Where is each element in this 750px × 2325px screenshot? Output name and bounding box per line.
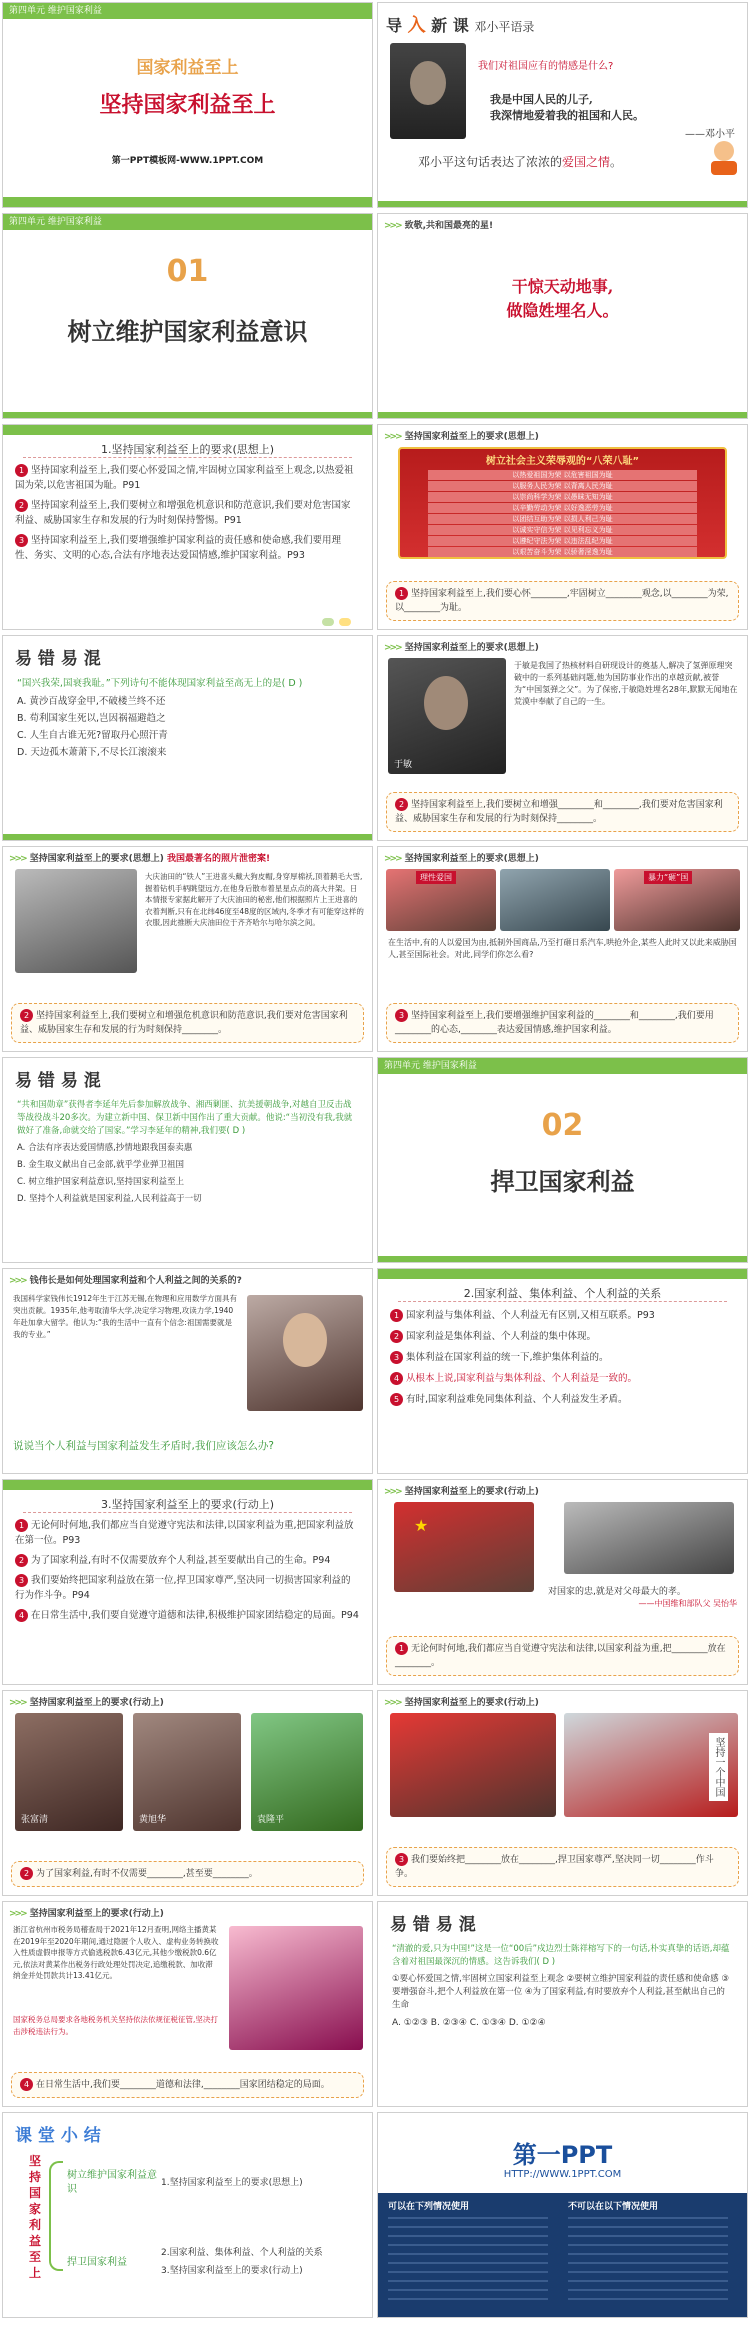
- slide-quiz-2[interactable]: [2, 1057, 373, 1263]
- quiz-statements: ①要心怀爱国之情,牢固树立国家利益至上观念 ②要树立维护国家利益的责任感和使命感 ③要增强奋斗,把个人利益放在第一位 ④为了国家利益,有时要放弃个人利益,甚至献出自己的生命: [392, 1974, 729, 2010]
- portrait-photo: [390, 43, 466, 139]
- qian-text: 我国科学家钱伟长1912年生于江苏无锡,在物理和应用数学方面具有突出贡献。1935年,他考取清华大学,决定学习物理,攻读力学,1940年赴加拿大留学。他认为:“我的生活中一直有个信念:祖国需要就是我的专业。”: [13, 1294, 237, 1339]
- honors-board: [398, 447, 727, 559]
- rally-photo: [390, 1713, 556, 1817]
- unit-header: 第四单元 维护国家利益: [3, 3, 372, 19]
- summary-bracket: [49, 2161, 63, 2271]
- protest-photo: [500, 869, 610, 931]
- question: >>> 钱伟长是如何处理国家利益和个人利益之间的关系的?: [9, 1276, 242, 1286]
- quiz-question: “清澈的爱,只为中国!”这是一位“00后”戍边烈士陈祥榕写下的一句话,朴实真挚的话语,却蕴含着对祖国最深沉的情感。这告诉我们( D ): [392, 1944, 730, 1967]
- relation-4: 4 从根本上说,国家利益与集体利益、个人利益是一致的。: [390, 1371, 735, 1386]
- option-d[interactable]: D. 天边孤木萧萧下,不尽长江滚滚来: [17, 747, 167, 758]
- quiz-options[interactable]: A. ①②③ B. ②③④ C. ①③④ D. ①②④: [392, 2018, 546, 2028]
- summary-leaf-2: 2.国家利益、集体利益、个人利益的关系: [161, 2248, 323, 2258]
- brand-url[interactable]: HTTP://WWW.1PPT.COM: [503, 2169, 622, 2180]
- option-a[interactable]: A. 黄沙百战穿金甲,不破楼兰终不还: [17, 696, 166, 707]
- tag: >>> 坚持国家利益至上的要求(思想上): [384, 432, 539, 442]
- fill-in-box: 2 坚持国家利益至上,我们要树立和增强________和________,我们要对危害国家利益、威胁国家生存和发展的行为时刻保持________。: [386, 792, 739, 832]
- caption: 在生活中,有的人以爱国为由,抵制外国商品,乃至打砸日系汽车,哄抢外企,某些人此时又以此来威胁国人,甚至国际社会。对此,同学们你怎么看?: [388, 938, 737, 959]
- slide-heading: 1.坚持国家利益至上的要求(思想上): [23, 435, 352, 458]
- action-1: 1 无论何时何地,我们都应当自觉遵守宪法和法律,以国家利益为重,把国家利益放在第一位。P93: [15, 1520, 354, 1546]
- footer-bar: [378, 1256, 747, 1262]
- slide-section-01[interactable]: [2, 213, 373, 419]
- option-b[interactable]: B. 苟利国家生死以,岂因祸福避趋之: [17, 713, 166, 724]
- summary-leaf-3: 3.坚持国家利益至上的要求(行动上): [161, 2266, 303, 2276]
- allowed-list: [388, 2217, 548, 2307]
- option-d[interactable]: D. 坚持个人利益就是国家利益,人民利益高于一切: [17, 1194, 202, 1204]
- slide-title[interactable]: [2, 2, 373, 208]
- slide-requirements-thought[interactable]: [2, 424, 373, 630]
- relation-1: 1 国家利益与集体利益、个人利益无有区别,又相互联系。P93: [390, 1308, 735, 1323]
- slide-quiz-1[interactable]: [2, 635, 373, 841]
- discussion-prompt: 说说当个人利益与国家利益发生矛盾时,我们应该怎么办?: [13, 1440, 274, 1452]
- footer-bar: [378, 412, 747, 418]
- tag: >>> 致敬,共和国最亮的星!: [384, 221, 494, 231]
- cartoon-student-icon: [711, 141, 737, 177]
- fill-in-box: 3 我们要始终把________放在________,捍卫国家尊严,坚决同一切________作斗争。: [386, 1847, 739, 1887]
- slide-requirements-action[interactable]: [2, 1479, 373, 1685]
- slide-summary[interactable]: [2, 2112, 373, 2318]
- quote-line-1: 我是中国人民的儿子,: [490, 93, 593, 106]
- slide-qian-weichang[interactable]: [2, 1268, 373, 1474]
- tribute-line-1: 干惊天动地事,: [511, 277, 614, 296]
- footer-bar: [3, 834, 372, 840]
- slide-interest-relations[interactable]: [377, 1268, 748, 1474]
- quote-line-2: 我深情地爱着我的祖国和人民。: [490, 109, 644, 122]
- streamer-photo: [229, 1926, 363, 2050]
- tag: >>> 坚持国家利益至上的要求(思想上) 我国最著名的照片泄密案!: [9, 854, 271, 864]
- section-number: 02: [541, 1108, 584, 1143]
- hero-photo-1: 张富清: [15, 1713, 123, 1831]
- point-3: 3 坚持国家利益至上,我们要增强维护国家利益的责任感和使命感,我们要用理性、务实、文明的心态,合法有序地表达爱国情感,维护国家利益。P93: [15, 535, 342, 561]
- honor-row: 以崇尚科学为荣 以愚昧无知为耻: [428, 492, 697, 502]
- slide-main-title: 坚持国家利益至上: [99, 92, 276, 118]
- credit: 第一PPT模板网-WWW.1PPT.COM: [111, 156, 264, 166]
- honor-row: 以团结互助为荣 以损人利己为耻: [428, 514, 697, 524]
- quiz-title: 易 错 易 混: [390, 1915, 476, 1935]
- allowed-heading: 可以在下列情况使用: [388, 2202, 470, 2212]
- summary-leaf-1: 1.坚持国家利益至上的要求(思想上): [161, 2178, 303, 2188]
- flag-photo: ★: [394, 1502, 534, 1592]
- family-photo: [564, 1502, 734, 1574]
- section-title: 捍卫国家利益: [490, 1167, 635, 1196]
- leak-text: 大庆油田的“铁人”王进喜头戴大狗皮帽,身穿厚棉袄,顶着鹅毛大雪,握着钻机手柄眺望远方,在他身后散布着星星点点的高大井架。日本情报专家据此解开了大庆油田的秘密,他们根据照片上王进喜的衣着判断,只有在北纬46度至48度的区域内,冬季才有可能穿这样的衣服,因此推断大庆油田位于齐齐哈尔与哈尔滨之间。: [145, 872, 364, 927]
- brand-logo: 第一PPT: [512, 2141, 613, 2169]
- hero-photo-3: 袁隆平: [251, 1713, 363, 1831]
- option-c[interactable]: C. 人生自古谁无死?留取丹心照汗青: [17, 730, 168, 741]
- tag: >>> 坚持国家利益至上的要求(思想上): [384, 854, 539, 864]
- relation-3: 3 集体利益在国家利益的统一下,维护集体利益的。: [390, 1350, 735, 1365]
- slide-tribute[interactable]: [377, 213, 748, 419]
- footer-bar: [3, 412, 372, 418]
- quiz-question: “国兴我荣,国衰我耻。”下列诗句不能体现国家利益至高无上的是( D ): [17, 678, 303, 689]
- nav-dots[interactable]: [322, 611, 362, 621]
- point-2: 2 坚持国家利益至上,我们要树立和增强危机意识和防范意识,我们要对危害国家利益、威胁国家生存和发展的行为时刻保持警惕。P91: [15, 500, 351, 526]
- tag: >>> 坚持国家利益至上的要求(行动上): [384, 1487, 539, 1497]
- option-a[interactable]: A. 合法有序表达爱国情感,抄情地跟我国泰卖惠: [17, 1143, 193, 1153]
- slide-one-china[interactable]: [377, 1690, 748, 1896]
- quiz-title: 易 错 易 混: [15, 1071, 101, 1091]
- relation-2: 2 国家利益是集体利益、个人利益的集中体现。: [390, 1329, 735, 1344]
- quote: 对国家的忠,就是对父母最大的孝。: [548, 1587, 686, 1597]
- slide-credits[interactable]: [377, 2112, 748, 2318]
- slide-peacekeeper[interactable]: [377, 1479, 748, 1685]
- intro-heading: 导 入 新 课 邓小平语录: [386, 15, 535, 36]
- relation-5: 5 有时,国家利益难免同集体利益、个人利益发生矛盾。: [390, 1392, 735, 1407]
- quiz-question: “共和国勋章”获得者李延年先后参加解放战争、湘西剿匪、抗美援朝战争,对越自卫反击战等战役战斗20多次。为建立新中国、保卫新中国作出了重大贡献。他说:“当初没有我,我就做好了准备,命就交给了国家。”学习李延年的精神,我们要( D ): [17, 1100, 353, 1136]
- fill-in-box: 1 无论何时何地,我们都应当自觉遵守宪法和法律,以国家利益为重,把________放在________。: [386, 1636, 739, 1676]
- tag: >>> 坚持国家利益至上的要求(行动上): [9, 1909, 164, 1919]
- honors-banner: 树立社会主义荣辱观的“八荣八耻”: [485, 456, 640, 467]
- summary-title: 课 堂 小 结: [15, 2126, 101, 2146]
- tag: >>> 坚持国家利益至上的要求(行动上): [9, 1698, 164, 1708]
- point-1: 1 坚持国家利益至上,我们要心怀爱国之情,牢固树立国家利益至上观念,以热爱祖国为荣,以危害祖国为耻。P91: [15, 465, 354, 491]
- subtitle: 国家利益至上: [136, 58, 239, 78]
- wang-jinxi-photo: [15, 869, 137, 973]
- slide-section-02[interactable]: [377, 1057, 748, 1263]
- slide-eight-honors[interactable]: [377, 424, 748, 630]
- slide-heroes[interactable]: [2, 1690, 373, 1896]
- unit-header: 第四单元 维护国家利益: [378, 1058, 747, 1074]
- tribute-line-2: 做隐姓埋名人。: [506, 301, 619, 320]
- honor-row: 以艰苦奋斗为荣 以骄奢淫逸为耻: [428, 547, 697, 557]
- tag: >>> 坚持国家利益至上的要求(思想上): [384, 643, 539, 653]
- fill-in-box: 1 坚持国家利益至上,我们要心怀________,牢固树立________观念,以________为荣,以________为耻。: [386, 581, 739, 621]
- slide-yu-min[interactable]: [377, 635, 748, 841]
- quiz-title: 易 错 易 混: [15, 649, 101, 669]
- footer-bar: [3, 197, 372, 207]
- rational-photo: 理性爱国: [386, 869, 496, 931]
- fill-in-box: 4 在日常生活中,我们要________道德和法律,________国家团结稳定的局面。: [11, 2072, 364, 2098]
- quote-sign: ——邓小平: [685, 129, 735, 140]
- slide-tax-case[interactable]: [2, 1901, 373, 2107]
- slide-rational-patriotism[interactable]: [377, 846, 748, 1052]
- option-c[interactable]: C. 树立维护国家利益意识,坚持国家利益至上: [17, 1177, 185, 1187]
- banner-photo: 坚持一个中国: [564, 1713, 738, 1817]
- yu-min-photo: 于敏: [388, 658, 506, 774]
- slide-heading: 2.国家利益、集体利益、个人利益的关系: [398, 1279, 727, 1302]
- honor-row: 以诚实守信为荣 以见利忘义为耻: [428, 525, 697, 535]
- summary-branch-1: 树立维护国家利益意识: [67, 2170, 157, 2195]
- hero-photo-2: 黄旭华: [133, 1713, 241, 1831]
- fill-in-box: 3 坚持国家利益至上,我们要增强维护国家利益的________和________,我们要用________的心态,________表达爱国情感,维护国家利益。: [386, 1003, 739, 1043]
- slide-photo-leak[interactable]: [2, 846, 373, 1052]
- slide-quiz-3[interactable]: [377, 1901, 748, 2107]
- intro-note: 邓小平这句话表达了浓浓的爱国之情。: [418, 155, 623, 169]
- forbidden-list: [568, 2217, 728, 2307]
- honor-row: 以服务人民为荣 以背离人民为耻: [428, 481, 697, 491]
- tag: >>> 坚持国家利益至上的要求(行动上): [384, 1698, 539, 1708]
- summary-branch-2: 捍卫国家利益: [67, 2257, 127, 2268]
- yu-min-text: 于敏是我国了热核材料自研现设计的奠基人,解决了氢弹原理突破中的一系列基础问题,他为国防事业作出的卓越贡献,被誉为“中国氢弹之父”。为了保密,于敏隐姓埋名28年,默默无闻地在荒漠中奉献了自己的一生。: [514, 661, 738, 706]
- question: 我们对祖国应有的情感是什么?: [478, 61, 614, 72]
- fill-in-box: 2 坚持国家利益至上,我们要树立和增强危机意识和防范意识,我们要对危害国家利益、威胁国家生存和发展的行为时刻保持________。: [11, 1003, 364, 1043]
- violence-photo: 暴力“砸”国: [614, 869, 740, 931]
- honor-row: 以遵纪守法为荣 以违法乱纪为耻: [428, 536, 697, 546]
- section-title: 树立维护国家利益意识: [67, 317, 308, 346]
- honor-row: 以辛勤劳动为荣 以好逸恶劳为耻: [428, 503, 697, 513]
- honor-row: 以热爱祖国为荣 以危害祖国为耻: [428, 470, 697, 480]
- option-b[interactable]: B. 金生取义献出自己金部,就乎学业弹卫祖国: [17, 1160, 184, 1170]
- action-4: 4 在日常生活中,我们要自觉遵守道德和法律,积极维护国家团结稳定的局面。P94: [15, 1608, 360, 1623]
- fill-in-box: 2 为了国家利益,有时不仅需要________,甚至要________。: [11, 1861, 364, 1887]
- unit-header: 第四单元 维护国家利益: [3, 214, 372, 230]
- section-number: 01: [166, 254, 209, 289]
- summary-root: 坚持国家利益至上: [29, 2154, 42, 2280]
- slide-heading: 3.坚持国家利益至上的要求(行动上): [23, 1490, 352, 1513]
- license-panel: [378, 2193, 747, 2317]
- action-3: 3 我们要始终把国家利益放在第一位,捍卫国家尊严,坚决同一切损害国家利益的行为作斗争。P94: [15, 1575, 351, 1601]
- slide-intro[interactable]: [377, 2, 748, 208]
- quote-source: ——中国维和部队父 吴怡华: [638, 1599, 737, 1608]
- tax-red-note: 国家税务总局要求各地税务机关坚持依法依规征税征管,坚决打击涉税违法行为。: [13, 2015, 218, 2036]
- action-2: 2 为了国家利益,有时不仅需要放弃个人利益,甚至要献出自己的生命。P94: [15, 1553, 360, 1568]
- qian-photo: [247, 1295, 363, 1411]
- tax-text: 浙江省杭州市税务局稽查局于2021年12月查明,网络主播黄某在2019年至2020年期间,通过隐匿个人收入、虚构业务转换收入性质虚假申报等方式偷逃税款6.43亿元,其他少缴税款0.6亿元,依法对黄某作出税务行政处理处罚决定,追缴税款、加收滞纳金并处罚款共计13.41亿元。: [13, 1925, 219, 1980]
- footer-bar: [378, 201, 747, 207]
- forbidden-heading: 不可以在以下情况使用: [568, 2202, 659, 2212]
